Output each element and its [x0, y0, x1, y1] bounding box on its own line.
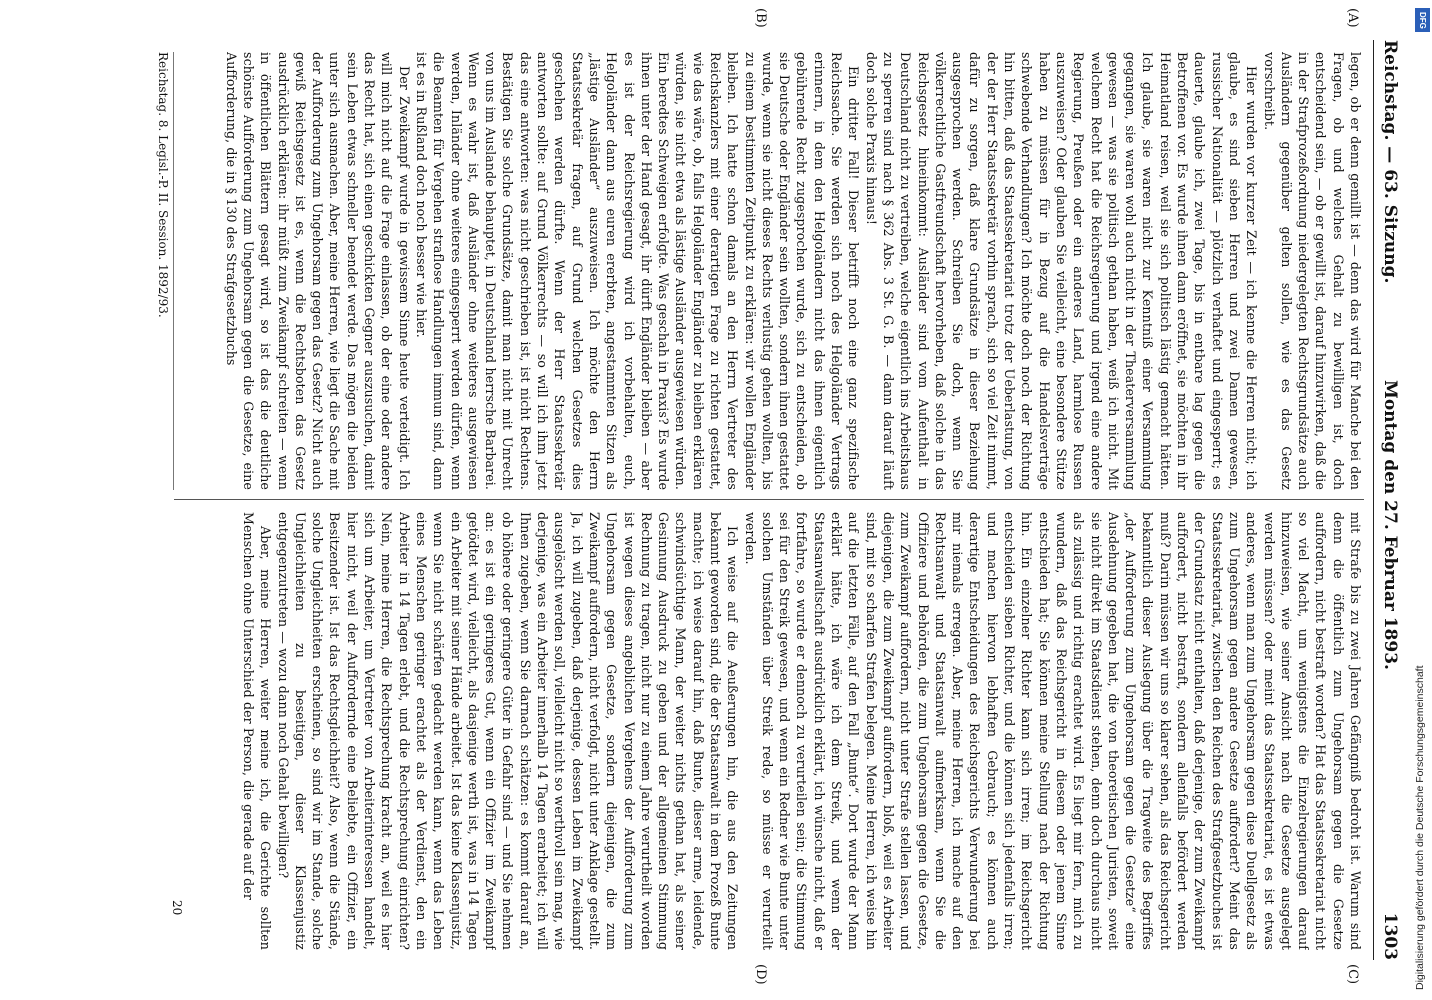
signature-mark: 20: [170, 900, 184, 916]
session-footnote: Reichstag. 8. Legisl.-P. II. Session. 1892/93.: [156, 52, 174, 490]
column-divider: [174, 499, 1364, 500]
margin-mark-c: (C): [1345, 964, 1360, 985]
left-paragraph: Der Zweikampf wurde in gewissem Sinne heute verteidigt. Ich will mich nicht auf die Frage einlassen, ob der eine oder andere das Recht hat, sich einen geschickten Gegner auszusuchen, damit sein Leben etwas schneller beendet werde. Das mögen die beiden unter sich ausmachen. Aber, meine Herren, wie liegt die Sache mit der Aufforderung zum Ungehorsam gegen das Gesetz? Nicht auch gewiß Reichsgesetz ist es, wenn die Rechtsboten das Gesetz ausdrücklich erklären: ihr müßt zum Zweikampf schreiten — wenn in öffentlichen Blättern gesagt wird, so ist das die deutliche schönste Aufforderung zum Ungehorsam gegen die Gesetze, eine Aufforderung, die in § 130 des Strafgesetzbuchs: [223, 52, 412, 490]
right-column: [184, 512, 1364, 950]
left-paragraph: Ein dritter Fall! Dieser betrifft noch eine ganz spezifische Reichssache. Sie werden sich noch des Helgoländer Vertrags erinnern, in dem den Helgoländern nicht das ihnen eigentlich gebührende Recht zugesprochen wurde, sich zu entscheiden, ob sie Deutsche oder Engländer sein wollten, sondern ihnen gestattet wurde, wenn sie nicht dieses Rechts verlustig gehen wollten, bis zu einem bestimmten Zeitpunkt zu erklären: wir wollen Engländer bleiben. Ich hatte schon damals an den Herrn Vertreter des Reichskanzlers mit einer derartigen Frage zu richten gestattet, wie das wäre, ob, falls Helgoländer Engländer zu bleiben erklären würden, sie nicht etwa als lästige Ausländer ausgewiesen würden. Ein beredtes Schweigen erfolgte. Was geschah in Praxis? Es wurde ihnen unter der Hand gesagt, ihr dürft Engländer bleiben — aber es ist der Reichsregierung wird ich vorbehalten, euch, Helgoländer dann aus euren ererbten, angestammten Sitzen als „lästige Ausländer“ auszuweisen. Ich möchte den Herrn Staatssekretär fragen, auf Grund welchen Gesetzes dies geschehen werden dürfte. Wenn der Herr Staatssekretär antworten sollte: auf Grund Völkerrechts — so will ich ihm jetzt das eine antworten: was nicht geschrieben ist, ist nicht Rechtens. Bestätigen Sie solche Grundsätze, damit man nicht mit Unrecht von uns im Auslande behauptet, in Deutschland herrsche Barbarei. Wenn es wahr ist, daß Ausländer ohne weiteres ausgewiesen werden, Inländer ohne weiteres eingesperrt werden dürfen, wenn die Beamten für Vergehen straflose Handlungen immun sind, dann ist es in Rußland doch noch besser wie hier.: [413, 52, 862, 490]
dfg-logo: DFG: [1415, 8, 1430, 32]
right-paragraph: mit Strafe bis zu zwei Jahren Gefängniß bedroht ist. Warum sind denn die öffentlich zum Ungehorsam gegen die Gesetze auffordern, nicht bestraft worden? Hat das Staatssekretariat nicht so viel Macht, um wenigstens die Einzelregierungen darauf hinzuweisen, wie seiner Ansicht nach die Gesetze ausgelegt werden müssen? oder meint das Staatssekretariat, es ist etwas anderes, wenn man zum Ungehorsam gegen diese Duellgesetz als zum Ungehorsam gegen andere Gesetze auffordert? Meint das Staatssekretariat, zwischen den Reichen des Strafgesetzbuches ist der Grundsatz nicht enthalten, daß derjenige, der zum Zweikampf auffordert, nicht bestraft, sondern allenfalls befördert werden muß? Darin müssen wir uns so klarer sehen, als das Reichsgericht bekanntlich dieser Auslegung über die Tragweite des Begriffes „der Aufforderung zum Ungehorsam gegen die Gesetze“ eine Ausdehnung gegeben hat, die von theoretischen Juristen, soweit sie nicht direkt im Staatsdienst stehen, denn doch durchaus nicht als zulässig und richtig erachtet wird. Es liegt mir fern, mich zu wundern, daß das Reichsgericht in diesem oder jenem Sinne entschieden hat; Sie können meine Stellung nach der Richtung hin. Ein einzelner Richter kann sich irren; im Reichsgericht entscheiden sieben Richter, und die können sich jedenfalls irren; und machen hiervon lebhaften Gebrauch; es können auch derartige Entscheidungen des Reichsgerichts Verwunderung bei mir niemals erregen. Aber, meine Herren, ich mache auf den Rechtsanwalt und Staatsanwalt aufmerksam, wenn Sie die Offiziere und Behörden, die zum Ungehorsam gegen die Gesetze, zum Zweikampf auffordern, nicht unter Strafe stellen lassen, und diejenigen, die zum Zweikampf auffordern, bloß, weil es Arbeiter sind, mit so scharfen Strafen belegen. Meine Herren, ich weise hin auf die letzten Fälle, auf den Fall „Bunte“. Dort wurde der Mann erklärt hätte, ich wäre ich dem Streik, und wenn der Staatsanwaltschaft ausdrücklich erklärt, ich wünsche nicht, daß er fortfahre, so wurde er dennoch zu verurteilen sein; die Stimmung sei für den Streik gewesen, und wenn ein Redner wie Bunte unter solchen Umständen über Streik rede, so müsse er verurteilt werden.: [742, 512, 1363, 950]
digitization-notice: Digitalisierung gefördert durch die Deutsche Forschungsgemeinschaft: [1414, 665, 1426, 990]
left-paragraph: Hier wurden vor kurzer Zeit — ich kenne die Herren nicht; ich glaube, es sind sieben Herren und zwei Damen gewesen, russischer Nationalität — plötzlich verhaftet und eingesperrt; es dauerte, glaube ich, zwei Tage, bis in entbare lag gegen die Betroffenen vor. Es wurde ihnen dann eröffnet, sie möchten in ihr Heimatland reisen, weil sie sich politisch lästig gemacht hätten. Ich glaube, sie waren nicht zur Kenntniß einer Versammlung gegangen, sie waren wohl auch nicht in der Theaterversammlung gewesen — was sie politisch gethan haben, weiß ich nicht. Mit welchem Recht hat die Reichsregierung und irgend eine andere Regierung, Preußen oder ein anderes Land, harmlose Russen auszuweisen? Oder glauben Sie vielleicht, eine besondere Stütze haben zu müssen für in Bezug auf die Handelsverträge schwebende Verhandlungen? Ich möchte doch noch der Richtung hin bitten, daß das Staatssekretariat trotz der Ueberlastung, von der der Herr Staatssekretär vorhin sprach, sich so viel Zeit nimmt, dafür zu sorgen, daß klare Grundsätze in dieser Beziehung ausgesprochen werden. Schreiben Sie doch, wenn Sie völkerrechtliche Gastfreundschaft hervorheben, daß solche in das Reichsgesetz hineinkommt: Ausländer sind vom Aufenthalt in Deutschland nicht zu vertreiben, welche eigentlich ins Arbeitshaus zu sperren sind nach § 362 Abs. 3 St. G. B. — dann darauf läuft doch solche Praxis hinaus!: [863, 52, 1260, 490]
date-header: Montag den 27. Februar 1893.: [1380, 380, 1400, 670]
margin-mark-b: (B): [753, 8, 768, 28]
margin-mark-a: (A): [1345, 8, 1360, 28]
right-paragraph: Ich weise auf die Aeußerungen hin, die aus den Zeitungen bekannt geworden sind, die der Staatsanwalt in dem Prozeß Bunte machte; ich weise darauf hin, daß Bunte, dieser arme, leidende, schwindsüchtige Mann, der weiter nichts gethan hat, als seiner Gesinnung Ausdruck zu geben und der allgemeinen Stimmung Rechnung zu tragen, nicht nur zu einem Jahre verurtheilt worden ist wegen dieses angeblichen Vergehens der Aufforderung zum Ungehorsam gegen Gesetze, sondern diejenigen, die zum Zweikampf auffordern, nicht verfolgt, nicht unter Anklage gestellt. Ja, ich will zugeben, daß derjenige, dessen Leben im Zweikampf ausgelöscht werden soll, vielleicht nicht so werthvoll sein mag, wie derjenige, was ein Arbeiter innerhalb 14 Tagen erarbeitet; ich will Ihnen zugeben, wenn Sie darnach schätzen: es kommt darauf an, ob höhere oder geringere Güter in Gefahr sind — und Sie nehmen an: es ist ein geringeres Gut, wenn ein Offizier im Zweikampf getödtet wird, vielleicht, als dasjenige werth ist, was in 14 Tagen ein Arbeiter mit seiner Hände arbeitet. Ist das keine Klassenjustiz, wenn Sie nicht schärfen gedacht werden kann, wenn das Leben eines Menschen geringer erachtet als der Verdienst, den ein Arbeiter in 14 Tagen erlebt, und die Rechtsprechung einrichten? Nein, meine Herren, die Rechtsprechung kracht an, weil es hier sich um Arbeiter, um Vertreter von Arbeiterinteressen handelt, hier nicht, weil der Auffordernde eine Beliebte, ein Offizier, ein Besitzender ist. Ist das Rechtsgleichheit? Also, wenn die Stände, solche Ungleichheiten erscheinen, so sind wir im Stande, solche Ungleichheiten zu beseitigen, dieser Klassenjustiz entgegenzutreten — wozu dann noch Gehalt bewilligen?: [275, 512, 741, 950]
left-paragraph: legen, ob er denn gemillt ist — denn das wird für Manche bei den Fragen, ob und welches Gehalt zu bewilligen ist, doch entscheidend sein, — ob er gewillt ist, darauf hinzuwirken, daß die in der Strafprozeßordnung niedergelegten Rechtsgrundsätze auch Ausländern gegenüber gelten sollen, wie es das Gesetz vorschreibt.: [1261, 52, 1363, 490]
margin-mark-d: (D): [753, 964, 768, 985]
left-column: [184, 52, 1364, 490]
running-head: [1373, 40, 1402, 960]
right-paragraph: Aber, meine Herren, weiter meine ich, die Gerichte sollten Menschen ohne Unterschied der Person, die gerade auf der: [241, 512, 274, 950]
session-header: Reichstag. — 63. Sitzung.: [1380, 40, 1400, 284]
page-number: 1303: [1380, 912, 1400, 960]
